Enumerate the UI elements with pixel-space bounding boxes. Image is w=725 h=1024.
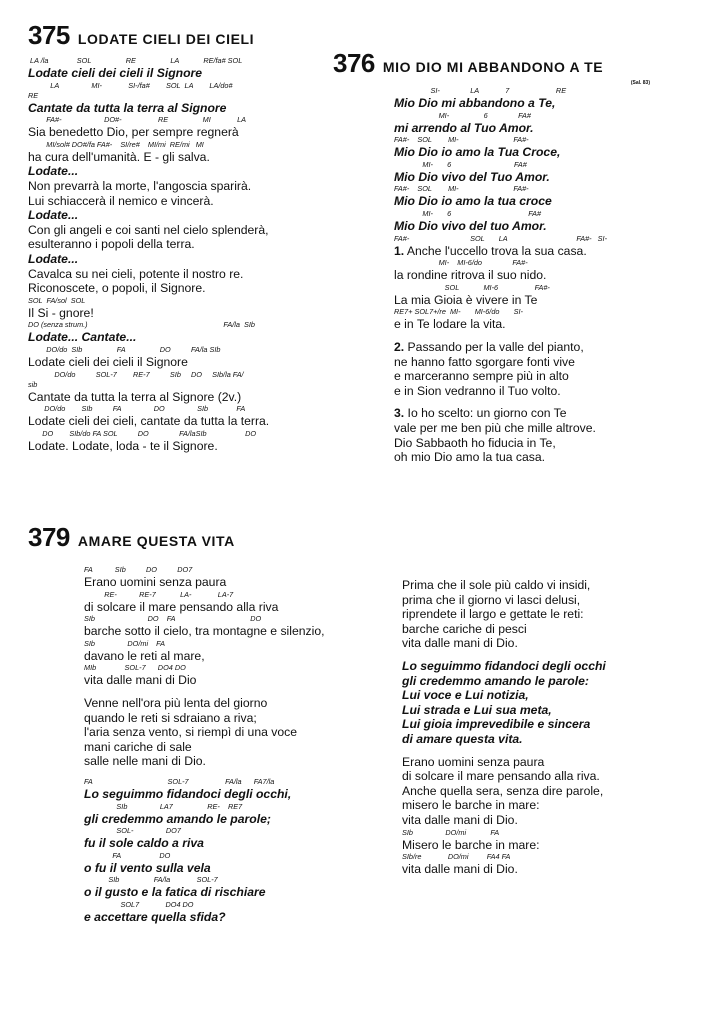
verse-number: 2. (394, 339, 405, 354)
chord-line: FA#- SOL MI- FA#- (394, 184, 529, 194)
lyric-line: Erano uomini senza paura (402, 754, 545, 769)
chord-line: MI- MI-6/do FA#- (394, 258, 528, 268)
lyric-line: misero le barche in mare: (402, 798, 540, 813)
lyric-line: Il Si - gnore! (28, 305, 94, 320)
refrain-line: di amare questa vita. (402, 731, 523, 746)
stanza-break (394, 398, 694, 406)
chord-line: SIb LA7 RE- RE7 (84, 801, 243, 811)
lyric-line: ne hanno fatto sgorgare fonti vive (394, 354, 575, 369)
song-379-body-left (84, 565, 384, 925)
verse-number: 1. (394, 243, 405, 258)
refrain-line: gli credemmo amando le parole: (402, 673, 589, 688)
lyric-line: vita dalle mani di Dio. (402, 812, 518, 827)
refrain-line: Lui strada e Lui sua meta, (402, 702, 552, 717)
lyric-line: Misero le barche in mare: (402, 837, 540, 852)
refrain-line: Mio Dio vivo del tuo Amor. (394, 218, 547, 233)
lyric-line: di solcare il mare pensando alla riva (84, 599, 279, 614)
lyric-line: riprendete il largo e gettate le reti: (402, 607, 584, 622)
lyric-line: 1. Anche l'uccello trova la sua casa. (394, 243, 587, 258)
lyric-line: salle nelle mani di Dio. (84, 754, 206, 769)
refrain-line: Lui voce e Lui notizia, (402, 688, 529, 703)
refrain-line: Lo seguimmo fidandoci degli occhi, (84, 786, 292, 801)
chord-line: DO/do SOL-7 RE-7 SIb DO SIb/la FA/ (28, 369, 244, 379)
chord-line: SOL- DO7 (84, 826, 181, 836)
refrain-line: Lo seguimmo fidandoci degli occhi (402, 658, 606, 673)
lyric-line: Lodate. Lodate, loda - te il Signore. (28, 438, 218, 453)
song-379-body-right (402, 578, 702, 877)
stanza-break (402, 651, 702, 659)
verse-number: 3. (394, 406, 405, 421)
lyric-line: La mia Gioia è vivere in Te (394, 292, 538, 307)
refrain-line: Lodate... Cantate... (28, 330, 137, 345)
lyric-line: 2. Passando per la valle del pianto, (394, 339, 584, 354)
refrain-line: o il gusto e la fatica di rischiare (84, 885, 266, 900)
lyric-line: barche cariche di pesci (402, 621, 527, 636)
lyric-line: davano le reti al mare, (84, 648, 205, 663)
chord-line: FA DO (84, 850, 171, 860)
chord-line: FA#- DO#- RE MI LA (28, 115, 247, 125)
stanza-break (84, 769, 384, 777)
chord-line: FA SIb DO DO7 (84, 565, 193, 574)
chord-line: FA SOL-7 FA/la FA7/la (84, 776, 275, 786)
lyric-line: Dio Sabbaoth ho fiducia in Te, (394, 435, 556, 450)
song-title: AMARE QUESTA VITA (77, 533, 235, 549)
refrain-line: Lodate cieli dei cieli il Signore (28, 66, 203, 80)
lyric-line: Con gli angeli e coi santi nel cielo splenderà, (28, 222, 269, 237)
lyric-line: e marceranno sempre più in alto (394, 369, 569, 384)
chord-line: SIb DO/mi FA (84, 638, 165, 648)
lyric-line: Prima che il sole più caldo vi insidi, (402, 578, 591, 592)
song-376-header (333, 48, 603, 79)
chord-line: DO/do SIb FA DO FA/la SIb (28, 344, 221, 354)
lyric-line: ha cura dell'umanità. E - gli salva. (28, 149, 210, 164)
chord-line: RE- RE-7 LA- LA-7 (84, 589, 234, 599)
refrain-line: Cantate da tutta la terra al Signore (28, 100, 227, 115)
lyric-line: Sia benedetto Dio, per sempre regnerà (28, 125, 239, 140)
refrain-line: mi arrendo al Tuo Amor. (394, 120, 534, 135)
chord-line: MI- 6 FA# (394, 110, 531, 120)
chord-line: SOL7 DO4 DO (84, 899, 194, 909)
chord-line: MIb SOL-7 DO4 DO (84, 663, 186, 673)
lyric-line: Non prevarrà la morte, l'angoscia sparirà. (28, 178, 252, 193)
lyric-line: quando le reti si sdraiano a riva; (84, 710, 257, 725)
lyric-line: vita dalle mani di Dio (84, 673, 197, 688)
chord-line: LA MI- SI-/fa# SOL LA LA/do# (28, 80, 233, 90)
refrain-line: Mio Dio vivo del Tuo Amor. (394, 169, 550, 184)
chord-line: RE (28, 90, 39, 100)
lyric-line: Lui schiaccerà il nemico e vincerà. (28, 193, 214, 208)
song-number: 375 (28, 20, 70, 50)
lyric-line: vita dalle mani di Dio. (402, 636, 518, 651)
refrain-line: e accettare quella sfida? (84, 909, 226, 924)
lyric-line: prima che il giorno vi lasci delusi, (402, 592, 581, 607)
song-title: LODATE CIELI DEI CIELI (77, 31, 255, 47)
song-number: 379 (28, 522, 70, 552)
chord-line: SI- LA 7 RE (394, 86, 567, 95)
refrain-line: Lodate... (28, 208, 79, 223)
lyric-line: vale per me ben più che mille altrove. (394, 420, 596, 435)
lyric-line: barche sotto il cielo, tra montagne e silenzio, (84, 624, 325, 639)
refrain-line: Mio Dio mi abbandono a Te, (394, 96, 556, 110)
lyric-line: Cantate da tutta la terra al Signore (2v.) (28, 389, 242, 404)
lyric-line: Lodate cieli dei cieli, cantate da tutta la terra. (28, 414, 270, 429)
lyric-line: vita dalle mani di Dio. (402, 862, 518, 877)
refrain-line: Mio Dio io amo la tua croce (394, 194, 552, 209)
chord-line: MI- 6 FA# (394, 208, 542, 218)
lyric-line: Lodate cieli dei cieli il Signore (28, 354, 188, 369)
stanza-break (394, 332, 694, 340)
song-title: MIO DIO MI ABBANDONO A TE (382, 59, 604, 75)
lyric-line: 3. Io ho scelto: un giorno con Te (394, 406, 567, 421)
song-375-body (28, 56, 328, 453)
lyric-line: la rondine ritrova il suo nido. (394, 268, 547, 283)
chord-line: FA#- SOL MI- FA#- (394, 135, 529, 145)
refrain-line: Lodate... (28, 164, 79, 179)
stanza-break (402, 747, 702, 755)
chord-line: SIb/re DO/mi FA4 FA (402, 852, 511, 862)
lyric-line: l'aria senza vento, si riempì di una voce (84, 725, 298, 740)
lyric-line: Erano uomini senza paura (84, 575, 227, 589)
chord-line: SOL FA/sol SOL (28, 295, 86, 305)
refrain-line: fu il sole caldo a riva (84, 836, 204, 851)
lyric-line: Cavalca su nei cieli, potente il nostro re. (28, 266, 244, 281)
chord-line: FA#- SOL LA FA#- SI- (394, 233, 608, 243)
lyric-line: esulteranno i popoli della terra. (28, 237, 195, 252)
chord-line: DO SIb/do FA SOL DO FA/laSIb DO (28, 428, 257, 438)
lyric-line: e in Te lodare la vita. (394, 317, 506, 332)
song-379-header (28, 522, 235, 553)
song-376-body (394, 80, 694, 465)
refrain-line: o fu il vento sulla vela (84, 860, 211, 875)
refrain-line: gli credemmo amando le parole; (84, 811, 271, 826)
stanza-break (84, 688, 384, 696)
lyric-line: mani cariche di sale (84, 739, 192, 754)
chord-line: SIb DO/mi FA (402, 827, 500, 837)
chord-line: SOL MI-6 FA#- (394, 282, 550, 292)
song-number: 376 (333, 48, 375, 78)
lyric-line: di solcare il mare pensando alla riva. (402, 769, 600, 784)
refrain-line: Mio Dio io amo la Tua Croce, (394, 145, 561, 160)
chord-line: DO/do SIb FA DO SIb FA (28, 404, 246, 414)
lyric-line: Anche quella sera, senza dire parole, (402, 783, 604, 798)
refrain-line: Lodate... (28, 251, 79, 266)
lyric-line: oh mio Dio amo la tua casa. (394, 450, 546, 465)
refrain-line: Lui gioia imprevedibile e sincera (402, 717, 591, 732)
lyric-line: e in Sion vedranno il Tuo volto. (394, 383, 561, 398)
psalm-reference: (Sal. 83) (630, 80, 650, 86)
chord-line: DO (senza strum.) FA/la SIb (28, 320, 255, 330)
chord-line: SIb DO FA DO (84, 614, 262, 624)
song-375-header (28, 20, 254, 51)
lyric-line: Riconoscete, o popoli, il Signore. (28, 281, 206, 296)
chord-line: MI- 6 FA# (394, 159, 527, 169)
chord-line: MI/sol# DO#/fa FA#- SI/re# MI/mi RE/mi MI (28, 139, 204, 149)
lyric-line: Venne nell'ora più lenta del giorno (84, 695, 268, 710)
chord-line: SIb FA/la SOL-7 (84, 875, 218, 885)
chord-line: sib (28, 379, 38, 389)
chord-line: RE7+ SOL7+/re MI- MI-6/do SI- (394, 307, 523, 317)
chord-line: LA /la SOL RE LA RE/fa# SOL (28, 56, 243, 65)
